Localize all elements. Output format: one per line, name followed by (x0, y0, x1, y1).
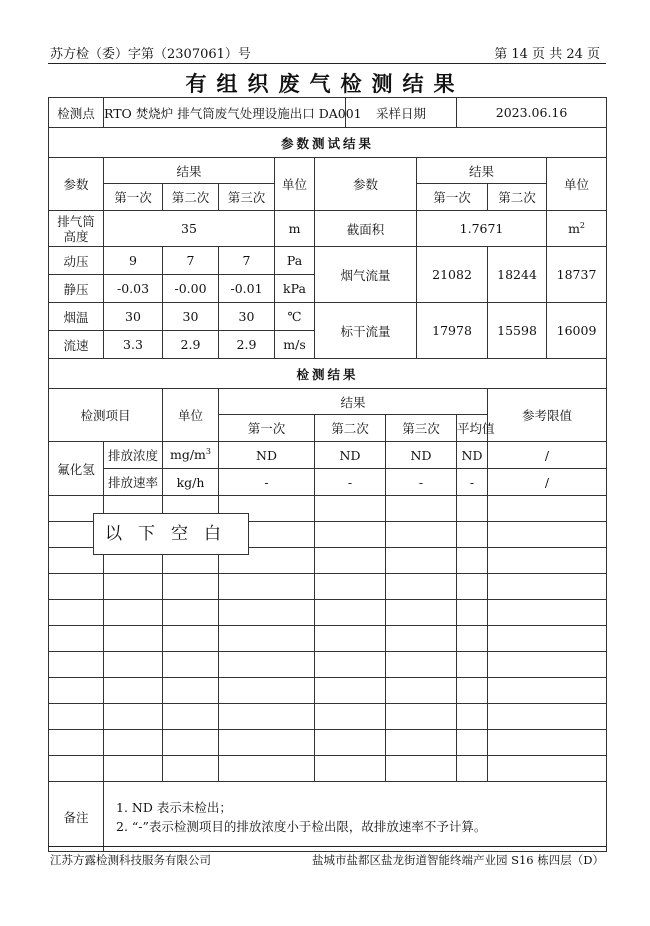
cell-value: 30 (163, 303, 219, 331)
params-section-title: 参数测试结果 (49, 128, 607, 158)
empty-cell (457, 730, 488, 756)
blank-stamp: 以下空白 (93, 513, 249, 555)
result-label-right: 结果 (417, 158, 547, 184)
empty-cell (488, 548, 607, 574)
cell-value: 15598 (488, 303, 547, 359)
empty-row (49, 756, 607, 782)
col-average: 平均值 (457, 415, 488, 442)
run-2-left: 第二次 (163, 184, 219, 211)
empty-cell (49, 756, 104, 782)
empty-cell (315, 548, 386, 574)
empty-cell (49, 652, 104, 678)
empty-cell (386, 548, 457, 574)
empty-cell (386, 730, 457, 756)
empty-cell (163, 626, 219, 652)
notes-text (104, 782, 607, 852)
notes-label: 备注 (49, 782, 104, 852)
cell-value: 21082 (417, 247, 488, 303)
row-name: 静压 (49, 275, 104, 303)
empty-cell (219, 756, 315, 782)
cell-value: 30 (104, 303, 163, 331)
empty-cell (386, 626, 457, 652)
empty-cell (488, 626, 607, 652)
cell-unit: kPa (275, 275, 315, 303)
unit-label-right: 单位 (547, 158, 607, 211)
col-run-3: 第三次 (386, 415, 457, 442)
report-number: 苏方检（委）字第（2307061）号 (50, 47, 251, 62)
empty-cell (457, 678, 488, 704)
empty-cell (315, 522, 386, 548)
empty-cell (315, 574, 386, 600)
empty-cell (219, 626, 315, 652)
empty-row (49, 574, 607, 600)
empty-cell (457, 626, 488, 652)
run-1-left: 第一次 (104, 184, 163, 211)
empty-cell (457, 652, 488, 678)
empty-cell (163, 704, 219, 730)
empty-cell (49, 678, 104, 704)
empty-cell (163, 730, 219, 756)
empty-cell (219, 600, 315, 626)
row-name: 烟气流量 (315, 247, 417, 303)
empty-cell (315, 704, 386, 730)
cell-value: 18737 (547, 247, 607, 303)
cell-value: - (457, 469, 488, 496)
row-name: 排放速率 (104, 469, 163, 496)
cell-value: 2.9 (163, 331, 219, 359)
cell-value: -0.01 (219, 275, 275, 303)
run-3-left: 第三次 (219, 184, 275, 211)
empty-cell (219, 652, 315, 678)
point-label: 检测点 (49, 98, 104, 128)
empty-cell (386, 756, 457, 782)
empty-cell (457, 704, 488, 730)
empty-cell (315, 600, 386, 626)
empty-cell (104, 730, 163, 756)
empty-cell (386, 678, 457, 704)
detect-unit-label: 单位 (163, 389, 219, 442)
height-unit: m (275, 211, 315, 247)
point-value: RTO 焚烧炉 排气筒废气处理设施出口 DA001 (104, 98, 346, 128)
empty-cell (315, 756, 386, 782)
cell-unit: $mg/m^3$ (163, 442, 219, 469)
row-name: 动压 (49, 247, 104, 275)
empty-cell (315, 626, 386, 652)
cell-value: 2.9 (219, 331, 275, 359)
cell-value: ND (457, 442, 488, 469)
date-value: 2023.06.16 (457, 98, 607, 128)
cell-unit: ℃ (275, 303, 315, 331)
empty-row (49, 678, 607, 704)
param-label-right: 参数 (315, 158, 417, 211)
empty-cell (457, 496, 488, 522)
empty-cell (386, 704, 457, 730)
date-label: 采样日期 (346, 98, 457, 128)
empty-cell (104, 652, 163, 678)
empty-cell (163, 756, 219, 782)
cell-value: -0.03 (104, 275, 163, 303)
empty-cell (49, 574, 104, 600)
row-name: 排放浓度 (104, 442, 163, 469)
empty-row (49, 704, 607, 730)
empty-cell (104, 574, 163, 600)
empty-cell (163, 652, 219, 678)
row-name: 烟温 (49, 303, 104, 331)
note-line: 1. ND 表示未检出； (116, 799, 232, 815)
empty-cell (163, 574, 219, 600)
cell-value: ND (315, 442, 386, 469)
empty-cell (219, 574, 315, 600)
param-label-left: 参数 (49, 158, 104, 211)
run-1-right: 第一次 (417, 184, 488, 211)
empty-cell (488, 600, 607, 626)
empty-cell (488, 704, 607, 730)
detect-result-label: 结果 (219, 389, 488, 415)
cell-value: 7 (219, 247, 275, 275)
height-name: 排气筒高度 (49, 211, 104, 247)
empty-cell (457, 756, 488, 782)
empty-row (49, 652, 607, 678)
empty-row (49, 600, 607, 626)
empty-cell (104, 704, 163, 730)
empty-cell (315, 678, 386, 704)
empty-cell (457, 600, 488, 626)
row-name: 流速 (49, 331, 104, 359)
empty-cell (315, 730, 386, 756)
area-unit: $m^2$ (547, 211, 607, 247)
empty-row (49, 730, 607, 756)
empty-cell (49, 626, 104, 652)
empty-cell (457, 574, 488, 600)
cell-unit: m/s (275, 331, 315, 359)
area-value: 1.7671 (417, 211, 547, 247)
cell-value: 17978 (417, 303, 488, 359)
empty-cell (386, 496, 457, 522)
empty-cell (386, 574, 457, 600)
page-title: 有组织废气检测结果 (185, 71, 465, 96)
empty-cell (219, 704, 315, 730)
empty-cell (386, 600, 457, 626)
empty-cell (49, 600, 104, 626)
empty-cell (104, 678, 163, 704)
cell-value: - (315, 469, 386, 496)
empty-cell (163, 600, 219, 626)
height-value: 35 (104, 211, 275, 247)
report-table (48, 97, 607, 852)
empty-cell (488, 652, 607, 678)
empty-cell (49, 730, 104, 756)
cell-value: 7 (163, 247, 219, 275)
footer-company: 江苏方露检测科技服务有限公司 (50, 853, 211, 867)
footer-address: 盐城市盐都区盐龙街道智能终端产业园 S16 栋四层（D） (311, 853, 604, 867)
cell-value: 9 (104, 247, 163, 275)
empty-cell (219, 730, 315, 756)
empty-cell (488, 496, 607, 522)
run-2-right: 第二次 (488, 184, 547, 211)
empty-cell (315, 496, 386, 522)
empty-cell (104, 626, 163, 652)
empty-cell (457, 522, 488, 548)
cell-limit: / (488, 442, 607, 469)
row-name: 标干流量 (315, 303, 417, 359)
empty-cell (386, 652, 457, 678)
empty-row (49, 626, 607, 652)
empty-cell (457, 548, 488, 574)
empty-cell (488, 730, 607, 756)
empty-cell (104, 600, 163, 626)
cell-value: ND (386, 442, 457, 469)
empty-cell (488, 678, 607, 704)
empty-cell (488, 756, 607, 782)
detect-section-title: 检测结果 (49, 359, 607, 389)
empty-cell (219, 678, 315, 704)
footer-divider (48, 846, 606, 847)
cell-value: 30 (219, 303, 275, 331)
cell-value: - (219, 469, 315, 496)
page-number: 第 14 页 共 24 页 (494, 47, 600, 62)
cell-value: ND (219, 442, 315, 469)
empty-cell (315, 652, 386, 678)
cell-value: 3.3 (104, 331, 163, 359)
empty-cell (163, 678, 219, 704)
cell-value: -0.00 (163, 275, 219, 303)
area-name: 截面积 (315, 211, 417, 247)
header-divider (48, 63, 606, 64)
cell-value: 16009 (547, 303, 607, 359)
empty-cell (49, 704, 104, 730)
empty-cell (488, 522, 607, 548)
cell-limit: / (488, 469, 607, 496)
col-run-1: 第一次 (219, 415, 315, 442)
cell-value: - (386, 469, 457, 496)
unit-label-left: 单位 (275, 158, 315, 211)
pollutant-name: 氟化氢 (49, 442, 104, 496)
limit-label: 参考限值 (488, 389, 607, 442)
col-run-2: 第二次 (315, 415, 386, 442)
note-line: 2. “-”表示检测项目的排放浓度小于检出限，故排放速率不予计算。 (116, 818, 487, 834)
result-label-left: 结果 (104, 158, 275, 184)
empty-cell (386, 522, 457, 548)
cell-unit: Pa (275, 247, 315, 275)
cell-value: 18244 (488, 247, 547, 303)
empty-cell (488, 574, 607, 600)
cell-unit: kg/h (163, 469, 219, 496)
empty-cell (104, 756, 163, 782)
item-label: 检测项目 (49, 389, 163, 442)
